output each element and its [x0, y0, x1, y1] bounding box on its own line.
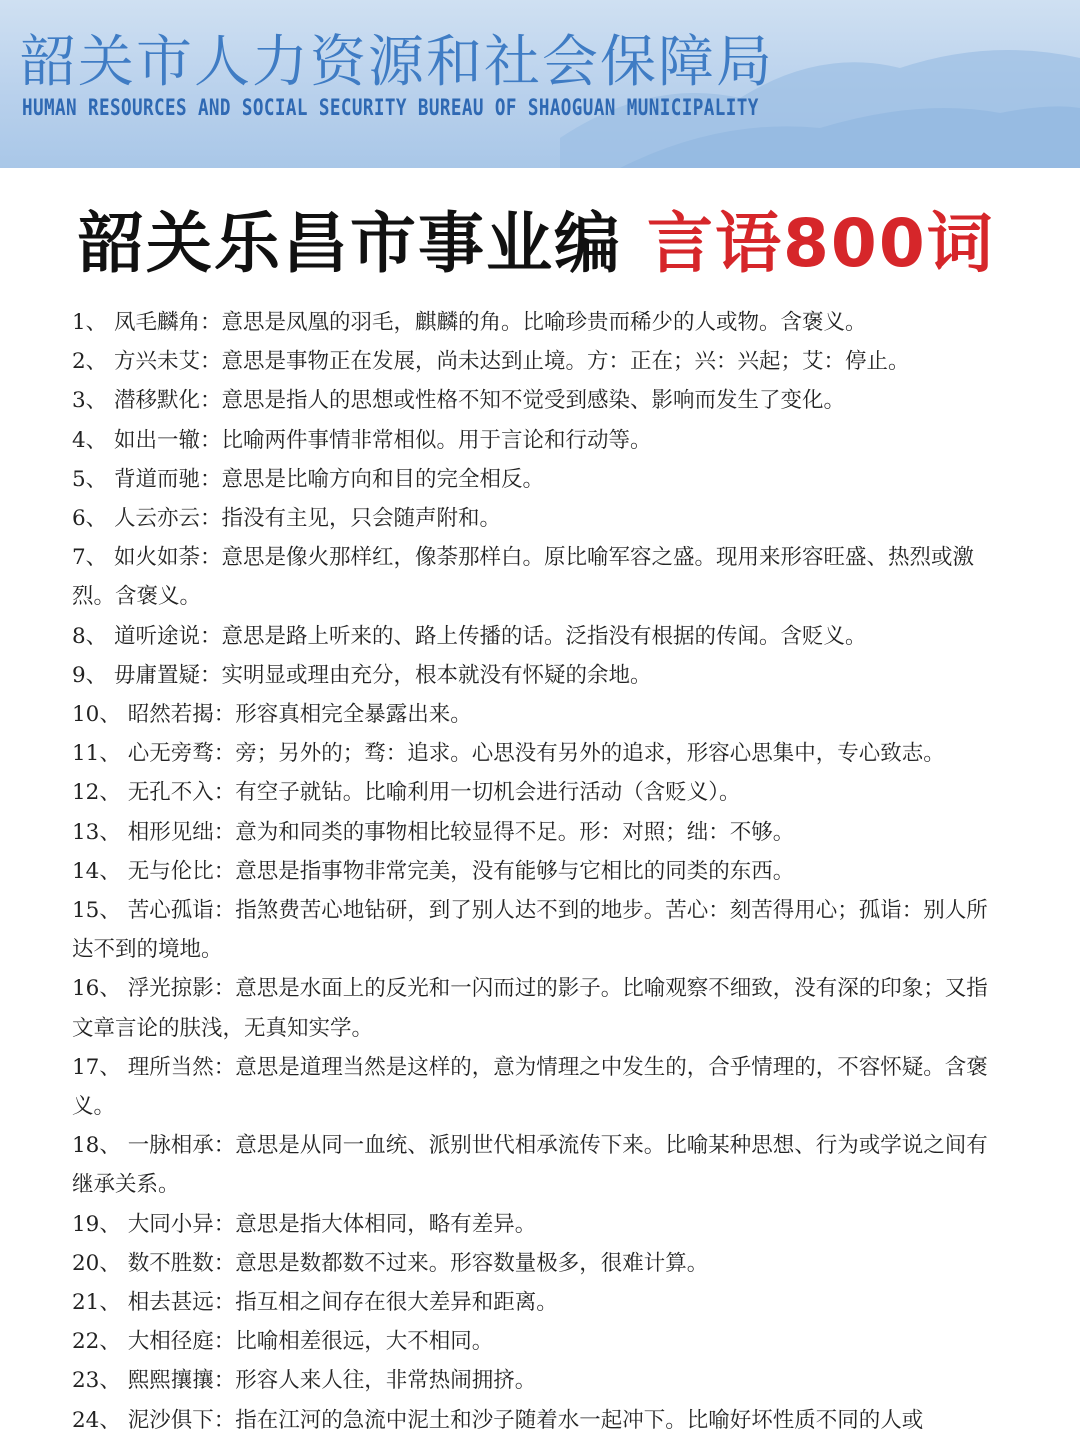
list-item: [72, 695, 1002, 734]
entry-number: 21、: [72, 1290, 121, 1316]
entry-number: 12、: [72, 780, 121, 806]
entry-definition: 意思是指事物非常完美，没有能够与它相比的同类的东西。: [235, 858, 795, 884]
title-main: 韶关乐昌市事业编: [78, 205, 647, 282]
entry-number: 1、: [72, 310, 108, 335]
entry-number: 17、: [72, 1054, 121, 1080]
entry-number: 4、: [72, 427, 108, 453]
entry-word: 相形见绌：: [127, 819, 236, 845]
entry-number: 8、: [72, 623, 108, 649]
entry-number: 19、: [72, 1211, 121, 1237]
entry-number: 3、: [72, 388, 108, 414]
list-item: [72, 852, 1002, 891]
entry-word: 熙熙攘攘：: [127, 1368, 236, 1394]
list-item: [72, 1361, 1002, 1400]
entry-definition: 意思是像火那样红，像荼那样白。原比喻军容之盛。现用来形容旺盛、热烈或激烈。含褒义。: [72, 545, 975, 610]
entry-number: 13、: [72, 819, 121, 845]
entry-word: 凤毛麟角：: [114, 310, 222, 335]
entry-word: 一脉相承：: [127, 1133, 236, 1159]
entry-word: 毋庸置疑：: [114, 662, 222, 688]
entry-number: 18、: [72, 1133, 121, 1159]
entry-number: 5、: [72, 466, 108, 492]
entry-definition: 意思是道理当然是这样的，意为情理之中发生的，合乎情理的，不容怀疑。含褒义。: [72, 1054, 988, 1120]
entry-number: 24、: [72, 1407, 121, 1433]
entry-definition: 指没有主见，只会随声附和。: [221, 506, 502, 532]
entry-number: 22、: [72, 1329, 121, 1355]
list-item: [72, 1205, 1002, 1244]
entry-definition: 比喻两件事情非常相似。用于言论和行动等。: [221, 427, 652, 453]
entry-word: 泥沙俱下：: [127, 1407, 236, 1433]
entry-definition: 意思是凤凰的羽毛，麒麟的角。比喻珍贵而稀少的人或物。含褒义。: [221, 310, 867, 335]
entry-definition: 指煞费苦心地钻研，到了别人达不到的地步。苦心：刻苦得用心；孤诣：别人所达不到的境地。: [72, 898, 988, 963]
page-title: [78, 190, 995, 285]
entry-definition: 意思是从同一血统、派别世代相承流传下来。比喻某种思想、行为或学说之间有继承关系。: [72, 1133, 988, 1198]
list-item: [72, 773, 1002, 812]
entry-definition: 旁；另外的；骛：追求。心思没有另外的追求，形容心思集中，专心致志。: [235, 741, 945, 767]
list-item: [72, 813, 1002, 852]
list-item: [72, 303, 1002, 342]
bureau-name-en: HUMAN RESOURCES AND SOCIAL SECURITY BUREAU OF SHAOGUAN MUNICIPALITY: [22, 96, 759, 121]
entry-word: 大相径庭：: [127, 1329, 236, 1355]
entry-number: 6、: [72, 506, 108, 532]
list-item: [72, 1126, 1002, 1204]
entry-word: 大同小异：: [127, 1211, 236, 1237]
list-item: [72, 1244, 1002, 1283]
entry-number: 20、: [72, 1250, 121, 1276]
entry-definition: 有空子就钻。比喻利用一切机会进行活动（含贬义）。: [235, 780, 741, 806]
list-item: [72, 617, 1002, 656]
entry-word: 方兴未艾：: [114, 349, 222, 375]
entry-word: 昭然若揭：: [127, 702, 236, 728]
title-highlight: 言语800词: [646, 205, 995, 282]
entry-definition: 指在江河的急流中泥土和沙子随着水一起冲下。比喻好坏性质不同的人或: [235, 1407, 924, 1433]
header-banner: [0, 0, 1080, 168]
entry-definition: 比喻相差很远，大不相同。: [235, 1329, 494, 1355]
list-item: [72, 381, 1002, 420]
entry-definition: 意思是指大体相同，略有差异。: [235, 1211, 537, 1237]
entry-number: 14、: [72, 858, 121, 884]
entry-definition: 意为和同类的事物相比较显得不足。形：对照；绌：不够。: [235, 819, 795, 845]
entry-word: 相去甚远：: [127, 1290, 236, 1316]
list-item: [72, 734, 1002, 773]
list-item: [72, 656, 1002, 695]
entry-word: 理所当然：: [127, 1054, 236, 1080]
entry-definition: 形容人来人往，非常热闹拥挤。: [235, 1368, 537, 1394]
entry-definition: 实明显或理由充分，根本就没有怀疑的余地。: [221, 662, 652, 688]
entry-number: 7、: [72, 545, 108, 571]
entry-word: 如火如荼：: [114, 545, 222, 571]
list-item: [72, 342, 1002, 381]
entry-word: 无孔不入：: [127, 780, 236, 806]
entry-definition: 意思是路上听来的、路上传播的话。泛指没有根据的传闻。含贬义。: [221, 623, 867, 649]
entry-word: 道听途说：: [114, 623, 222, 649]
entry-number: 11、: [72, 741, 121, 767]
list-item: [72, 460, 1002, 499]
entry-word: 无与伦比：: [127, 858, 236, 884]
list-item: [72, 1048, 1002, 1126]
vocabulary-list: [72, 303, 1002, 1440]
list-item: [72, 538, 1002, 616]
entry-number: 15、: [72, 898, 121, 924]
list-item: [72, 1283, 1002, 1322]
entry-definition: 形容真相完全暴露出来。: [235, 702, 472, 728]
list-item: [72, 1401, 1002, 1440]
entry-number: 2、: [72, 349, 108, 375]
entry-number: 9、: [72, 662, 108, 688]
entry-definition: 意思是比喻方向和目的完全相反。: [221, 466, 545, 492]
list-item: [72, 421, 1002, 460]
entry-word: 心无旁骛：: [127, 741, 236, 767]
entry-word: 潜移默化：: [114, 388, 222, 414]
entry-word: 苦心孤诣：: [127, 898, 236, 924]
entry-number: 10、: [72, 702, 121, 728]
entry-word: 数不胜数：: [127, 1250, 236, 1276]
entry-word: 浮光掠影：: [127, 976, 236, 1002]
entry-number: 23、: [72, 1368, 121, 1394]
entry-number: 16、: [72, 976, 121, 1002]
entry-definition: 意思是数都数不过来。形容数量极多，很难计算。: [235, 1250, 709, 1276]
entry-definition: 指互相之间存在很大差异和距离。: [235, 1290, 558, 1316]
bureau-name-cn: 韶关市人力资源和社会保障局: [20, 30, 774, 95]
entry-word: 如出一辙：: [114, 427, 222, 453]
list-item: [72, 1322, 1002, 1361]
entry-word: 人云亦云：: [114, 506, 222, 532]
entry-definition: 意思是水面上的反光和一闪而过的影子。比喻观察不细致，没有深的印象；又指文章言论的肤浅，无真知实学。: [72, 976, 988, 1041]
list-item: [72, 969, 1002, 1047]
entry-definition: 意思是指人的思想或性格不知不觉受到感染、影响而发生了变化。: [221, 388, 846, 414]
entry-definition: 意思是事物正在发展，尚未达到止境。方：正在；兴：兴起；艾：停止。: [221, 349, 910, 375]
entry-word: 背道而驰：: [114, 466, 222, 492]
list-item: [72, 499, 1002, 538]
list-item: [72, 891, 1002, 969]
